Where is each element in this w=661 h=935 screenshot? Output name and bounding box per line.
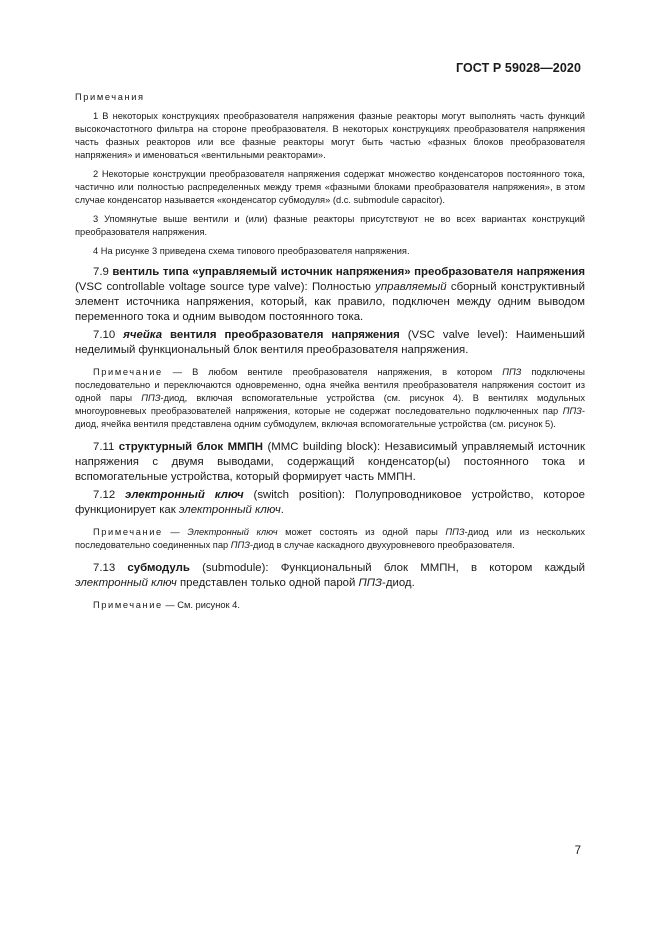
note-text: подключены последовательно и переключаются одновременно, одна ячейка вентиля преобразователя напряжения состоит из одной пары	[75, 367, 585, 403]
term-text: (MMC building block): Независимый управляемый источник напряжения с двумя выводами, содержащий конденсатор(ы) постоянного тока и вспомогательные устройства, который формирует часть ММПН.	[75, 441, 585, 483]
term-number: 7.12	[93, 489, 126, 501]
note-text: -диод, включая вспомогательные устройства (см. рисунок 4). В вентилях модульных многоуровневых преобразователей напряжения, которые не содержат последовательно подключенных пар	[75, 393, 585, 416]
term-number: 7.9	[93, 266, 113, 278]
note-emphasis: ППЗ	[141, 393, 161, 403]
term-emphasis: ППЗ	[358, 577, 383, 589]
note-4: 4 На рисунке 3 приведена схема типового преобразователя напряжения.	[93, 246, 410, 256]
note-1: 1 В некоторых конструкциях преобразователя напряжения фазные реакторы могут выполнять часть функций высокочастотного фильтра на стороне преобразователя. В некоторых конструкциях преобразователя напряжения часть фазных реакторов или все фазные реакторы могут быть частью «фазных блоков преобразователя напряжения» и именоваться «вентильными реакторами».	[75, 111, 585, 160]
standard-number: ГОСТ Р 59028—2020	[455, 61, 581, 75]
term-name: субмодуль	[127, 562, 190, 574]
term-name: вентиля преобразователя напряжения	[162, 329, 400, 341]
note-emphasis: ППЗ	[445, 527, 465, 537]
note-3: 3 Упомянутые выше вентили и (или) фазные реакторы присутствуют не во всех вариантах конструкций преобразователя напряжения.	[75, 214, 585, 237]
page-content	[75, 91, 585, 612]
page-number: 7	[574, 845, 581, 857]
term-text: (switch position): Полупроводниковое устройство, которое функционирует как	[75, 489, 585, 516]
term-7-9	[75, 265, 585, 325]
note-text: может состоять из одной пары	[277, 527, 446, 537]
term-7-10	[75, 328, 585, 358]
term-number: 7.11	[93, 441, 119, 453]
notes-heading	[75, 91, 585, 104]
term-number: 7.10	[93, 329, 124, 341]
term-text: -диод.	[382, 577, 415, 589]
term-emphasis: электронный ключ	[75, 577, 177, 589]
term-text: (submodule): Функциональный блок ММПН, в котором каждый	[189, 562, 585, 574]
note-text: — См. рисунок 4.	[162, 600, 240, 610]
term-text: (VSC controllable voltage source type valve): Полностью	[75, 281, 376, 293]
term-number: 7.13	[93, 562, 128, 574]
note-text: — В любом вентиле преобразователя напряжения, в котором	[162, 367, 503, 377]
term-text: .	[280, 504, 284, 516]
note-emphasis: ППЗ	[230, 540, 250, 550]
note-7-10	[75, 366, 585, 431]
term-name-emphasis: электронный ключ	[125, 489, 244, 501]
note-label: Примечание	[93, 600, 163, 610]
note-7-12	[75, 526, 585, 552]
term-name: структурный блок ММПН	[118, 441, 263, 453]
note-emphasis: Электронный ключ	[187, 527, 278, 537]
term-name-emphasis: ячейка	[123, 329, 163, 341]
note-text: -диод в случае каскадного двухуровневого преобразователя.	[249, 540, 515, 550]
term-name: вентиль типа «управляемый источник напряжения» преобразователя напряжения	[112, 266, 585, 278]
term-text: представлен только одной парой	[176, 577, 359, 589]
note-label: Примечание	[93, 527, 163, 537]
note-emphasis: ППЗ	[562, 406, 582, 416]
term-text: сборный конструктивный элемент источника напряжения, который, как правило, подключен между одним выводом переменного тока и одним выводом постоянного тока.	[75, 281, 585, 323]
term-emphasis: электронный ключ	[178, 504, 281, 516]
note-text: —	[162, 527, 188, 537]
term-emphasis: управляемый	[375, 281, 447, 293]
term-7-12	[75, 488, 585, 518]
term-text: (VSC valve level): Наименьший неделимый функциональный блок вентиля преобразователя напряжения.	[75, 329, 586, 356]
note-text: -диод или из нескольких последовательно соединенных пар	[75, 527, 585, 550]
note-2: 2 Некоторые конструкции преобразователя напряжения содержат множество конденсаторов постоянного тока, частично или полностью распределенных между тремя «фазными блоками преобразователя напряжения», в этом случае конденсатор называется «конденсатор субмодуля» (d.c. submodule capacitor).	[75, 169, 585, 205]
note-text: -диод, ячейка вентиля представлена одним субмодулем, включая вспомогательные устройства (см. рисунок 5).	[75, 406, 585, 429]
term-7-13	[75, 561, 585, 591]
note-7-13	[75, 599, 585, 612]
note-emphasis: ППЗ	[502, 367, 522, 377]
term-7-11	[75, 440, 585, 485]
note-label: Примечание	[93, 367, 163, 377]
notes-heading-label: Примечания	[75, 92, 145, 102]
